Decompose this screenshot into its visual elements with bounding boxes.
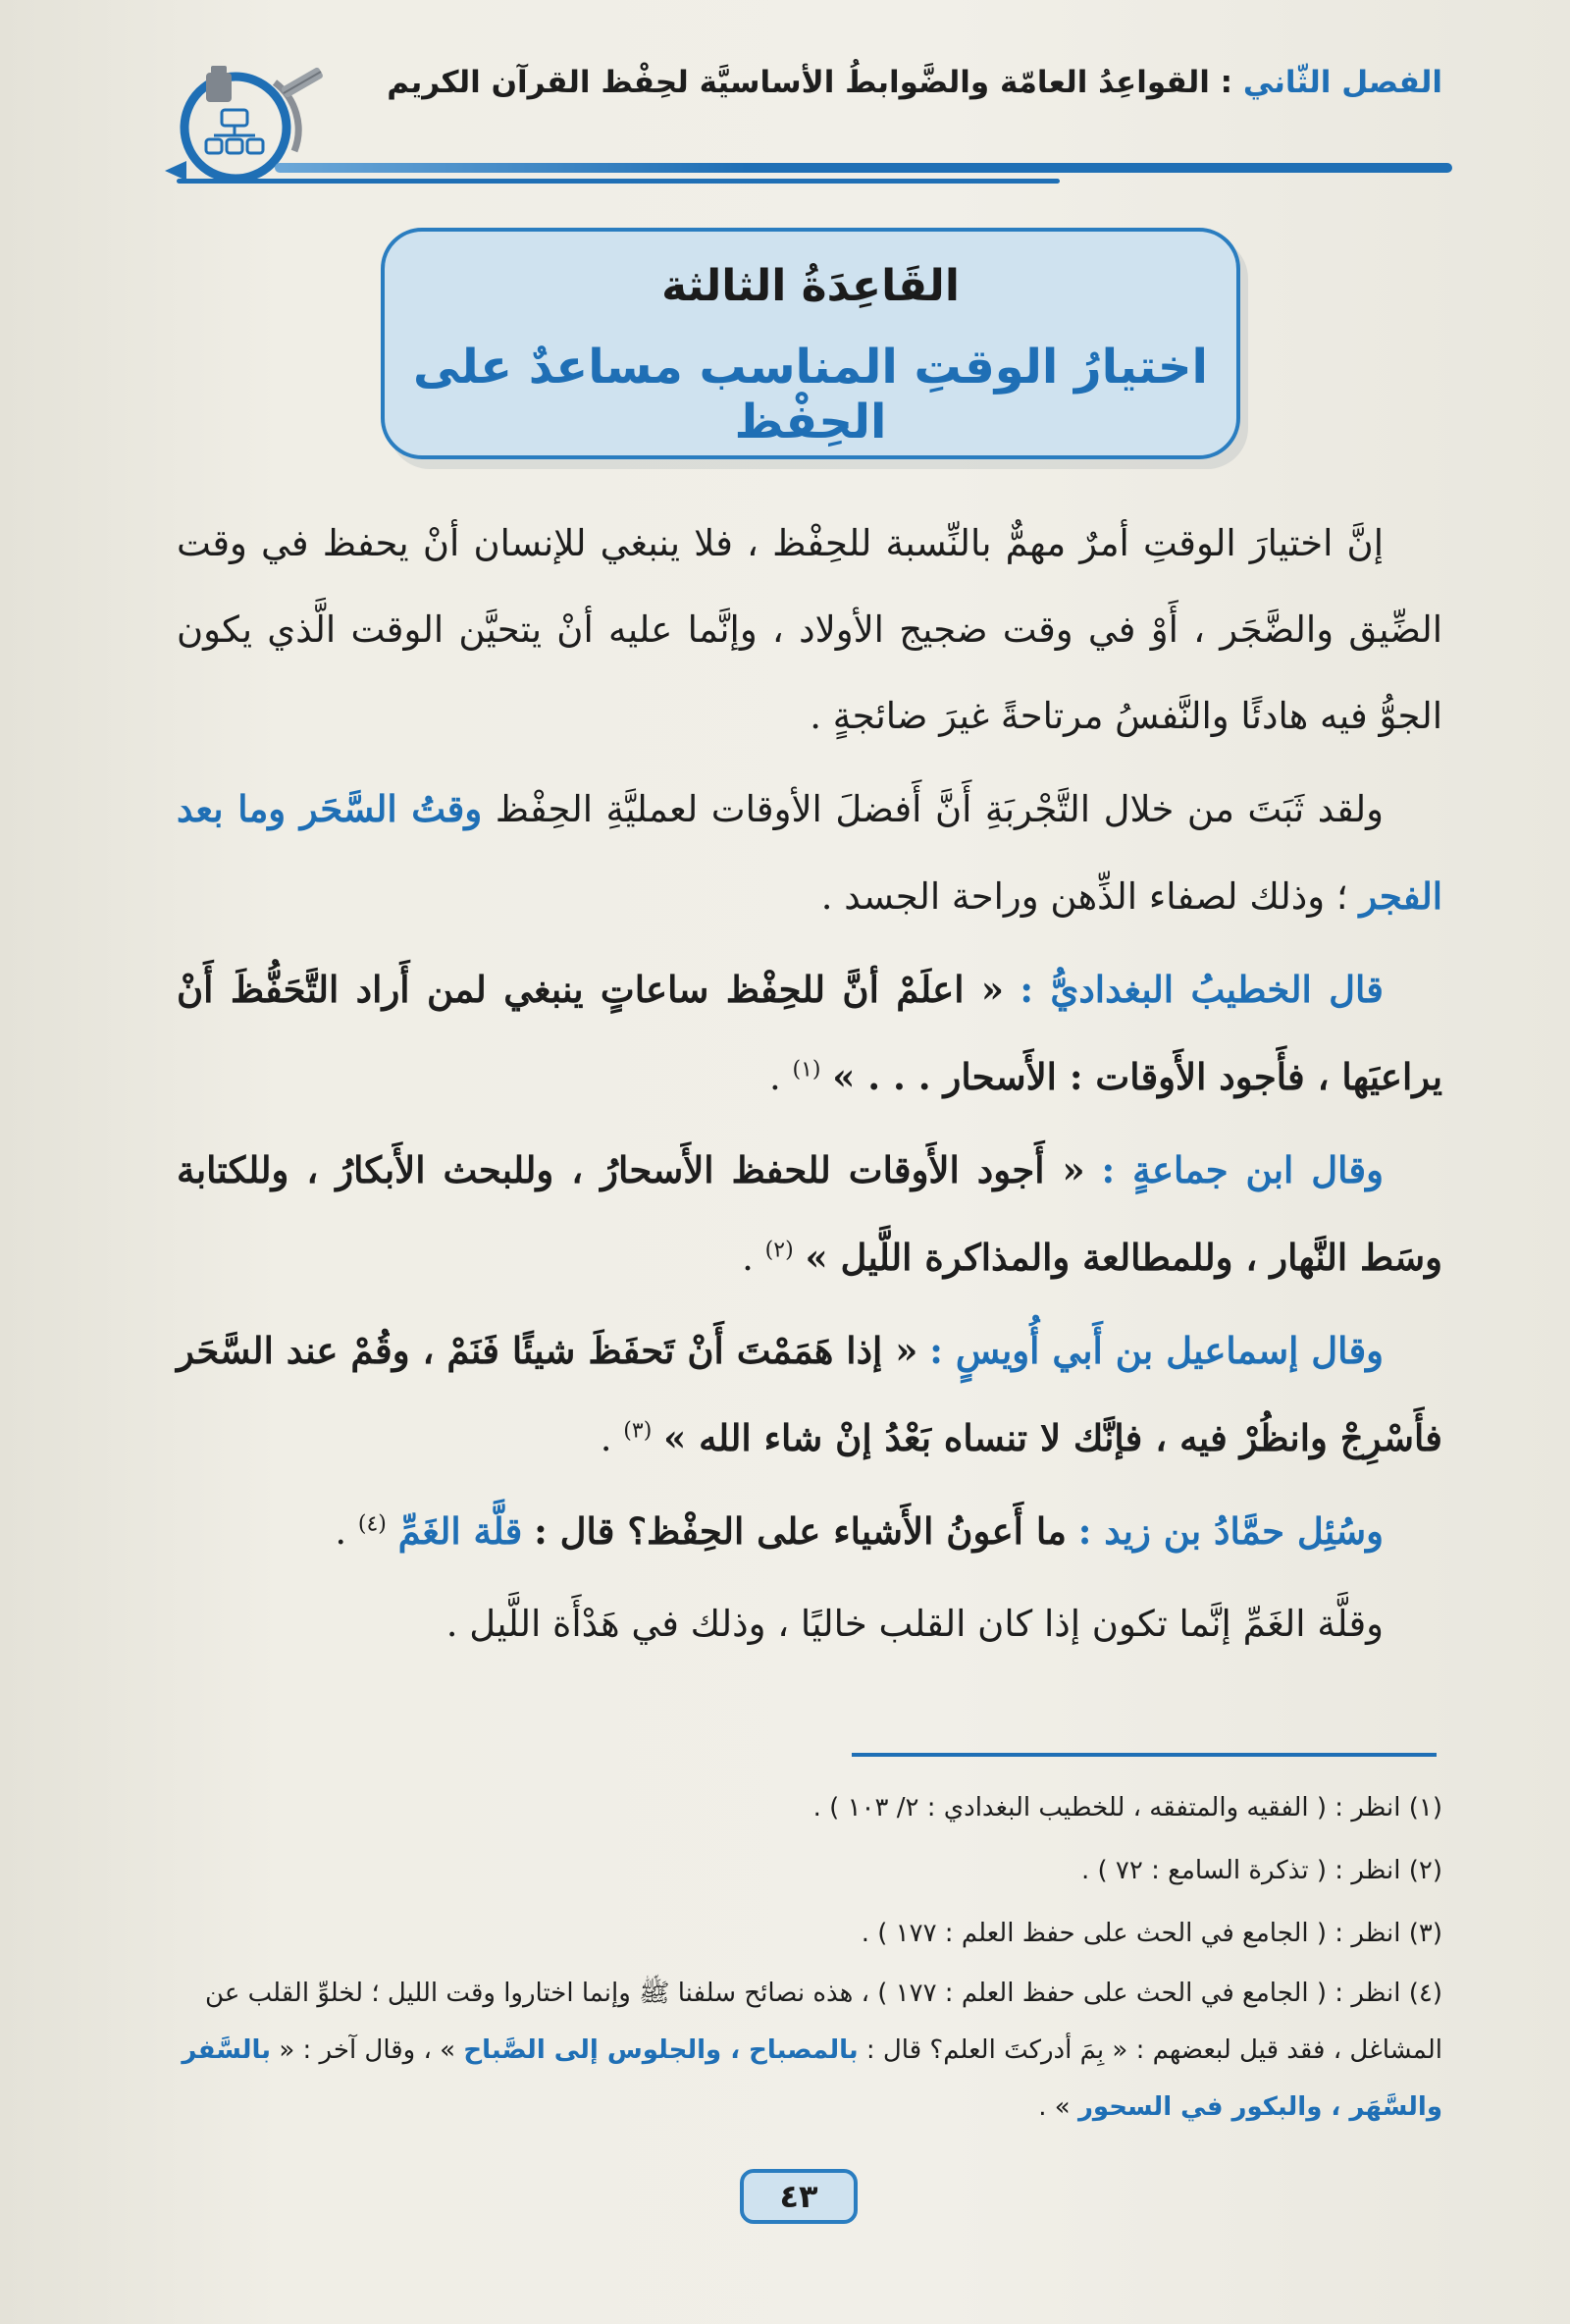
footnote-divider: [852, 1753, 1437, 1757]
header-rule-thin: [177, 179, 1060, 184]
footnote-4-line-b: لخلوِّ القلب عن المشاغل ، فقد قيل لبعضهم : « بِمَ أدركتَ العلم؟ قال :: [205, 1979, 1442, 2065]
answer-text: قلَّة الغَمِّ: [397, 1509, 523, 1553]
paragraph-6-end: .: [335, 1510, 347, 1553]
paragraph-5-end: .: [600, 1417, 612, 1459]
header-rule: [275, 163, 1452, 173]
footnote-3: (٣) انظر : ( الجامع في الحث على حفظ العلم : ١٧٧ ) .: [861, 1919, 1442, 1948]
paragraph-2-end: ؛ وذلك لصفاء الذِّهن وراحة الجسد .: [820, 875, 1348, 918]
paragraph-3: [177, 946, 1442, 1121]
footnote-4-end: » .: [1038, 2092, 1071, 2122]
paragraph-3-end: .: [768, 1056, 781, 1098]
footnote-ref-2: (٢): [764, 1238, 794, 1263]
chapter-header: [157, 39, 1452, 206]
paragraph-2-highlight: وقتُ السَّحَر وما بعد الفجر: [177, 787, 1442, 918]
page-number: ٤٣: [740, 2169, 858, 2224]
paragraph-5: [177, 1307, 1442, 1482]
paragraph-2: [177, 766, 1442, 940]
footnote-2: (٢) انظر : ( تذكرة السامع : ٧٢ ) .: [1080, 1856, 1442, 1885]
quote-speaker-3: وقال إسماعيل بن أَبي أُويسٍ :: [929, 1329, 1385, 1372]
footnote-4-line-c: » ، وقال آخر : «: [279, 2035, 456, 2065]
footnote-ref-4: (٤): [357, 1511, 387, 1537]
quote-speaker-2: وقال ابن جماعةٍ :: [1101, 1148, 1384, 1191]
quote-speaker-1: قال الخطيبُ البغداديُّ :: [1020, 968, 1384, 1011]
rule-title: القَاعِدَةُ الثالثة: [661, 261, 960, 311]
footnote-4: [167, 1965, 1442, 2136]
footnote-1: (١) انظر : ( الفقيه والمتفقه ، للخطيب البغدادي : ٢/ ١٠٣ ) .: [812, 1793, 1442, 1822]
paragraph-4-end: .: [742, 1237, 754, 1279]
footnote-4-highlight-1: بالمصباح ، والجلوس إلى الصَّباح: [463, 2035, 859, 2065]
paragraph-1: إنَّ اختيارَ الوقتِ أمرٌ مهمٌّ بالنِّسبة للحِفْظ ، فلا ينبغي للإنسان أنْ يحفظ في وقت الضِّيق والضَّجَر ، أَوْ في وقت ضجيج الأولاد ، وإنَّما عليه أنْ يتحيَّن الوقت الَّذي يكون الجوُّ فيه هادئًا والنَّفسُ مرتاحةً غيرَ ضائجةٍ .: [177, 522, 1442, 737]
rule-subtitle: اختيارُ الوقتِ المناسب مساعدٌ على الحِفْظ: [413, 340, 1208, 449]
paragraph-6: [177, 1488, 1442, 1575]
rule-title-box: [381, 228, 1240, 459]
footnote-ref-1: (١): [792, 1057, 821, 1083]
quote-text-1: « اعلَمْ أنَّ للحِفْظ ساعاتٍ ينبغي لمن أَراد التَّحَفُّظَ أَنْ يراعيَها ، فأَجود الأَوقات : الأَسحار . . . »: [177, 968, 1442, 1098]
chapter-number: الفصل الثّاني: [1242, 65, 1442, 100]
paragraph-4: [177, 1127, 1442, 1301]
footnote-4-line-a: (٤) انظر : ( الجامع في الحث على حفظ العلم : ١٧٧ ) ، هذه نصائح سلفنا ﷺ وإنما اختاروا وقت الليل ؛: [371, 1979, 1442, 2008]
footnote-4-highlight-2: بالسَّفر والسَّهَر ، والبكور في السحور: [182, 2035, 1442, 2122]
quote-speaker-4: وسُئِل حمَّادُ بن زيد :: [1077, 1509, 1384, 1553]
quote-text-2: « أَجود الأَوقات للحفظ الأَسحارُ ، وللبحث الأَبكارُ ، وللكتابة وسَط النَّهار ، وللمطالعة والمذاكرة اللَّيل »: [177, 1148, 1442, 1279]
paragraph-7: وقلَّة الغَمِّ إنَّما تكون إذا كان القلب خاليًا ، وذلك في هَدْأَة اللَّيل .: [445, 1603, 1384, 1645]
footnotes: [167, 1776, 1442, 2136]
paragraph-2-start: ولقد ثَبَتَ من خلال التَّجْربَةِ أَنَّ أَفضلَ الأوقات لعمليَّةِ الحِفْظ: [495, 788, 1385, 830]
question-text: ما أَعونُ الأَشياء على الحِفْظ؟ قال :: [534, 1509, 1067, 1553]
chapter-title-text: : القواعِدُ العامّة والضَّوابطُ الأساسيَّة لحِفْظ القرآن الكريم: [387, 65, 1233, 100]
footnote-ref-3: (٣): [623, 1418, 653, 1444]
chapter-title: [387, 65, 1442, 100]
body-text: [177, 501, 1442, 1673]
quote-text-3: « إذا هَمَمْتَ أَنْ تَحفَظَ شيئًا فَنَمْ ، وقُمْ عند السَّحَر فأَسْرِجْ وانظُرْ فيه ، فإنَّك لا تنساه بَعْدُ إنْ شاء الله »: [177, 1329, 1442, 1459]
